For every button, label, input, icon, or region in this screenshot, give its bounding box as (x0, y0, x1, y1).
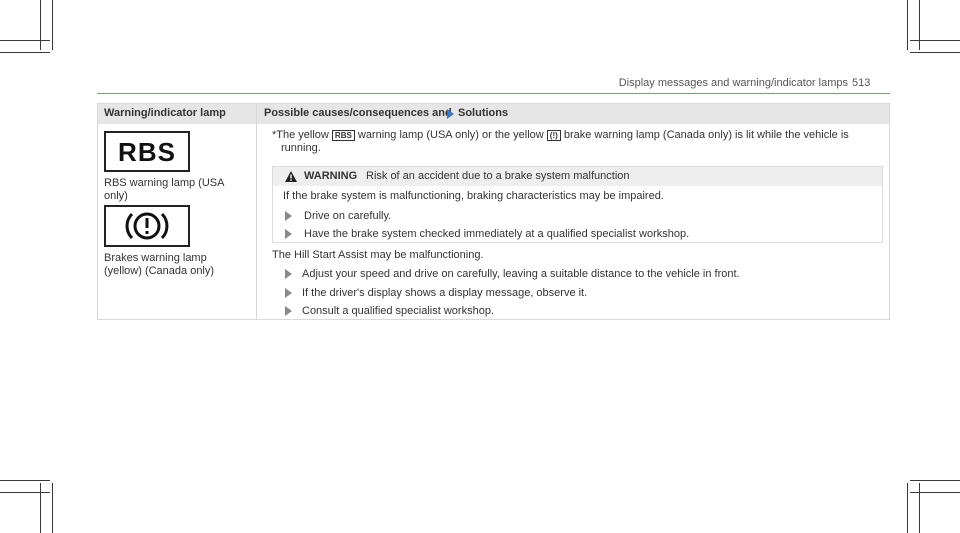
rbs-lamp-icon (104, 131, 190, 172)
warning-triangle-icon (285, 171, 297, 182)
step-arrow-icon (285, 288, 292, 298)
rbs-lamp-glyph: RBS (118, 137, 176, 167)
warning-lamp-table (97, 103, 890, 320)
crop-mark (0, 40, 50, 41)
col-header-solutions: Solutions (458, 107, 509, 119)
crop-mark (52, 0, 53, 50)
warning-box (272, 166, 883, 243)
warning-subtitle: Risk of an accident due to a brake system malfunction (366, 170, 630, 182)
brake-lamp-icon (104, 205, 190, 247)
intro-line-2: running. (281, 142, 321, 154)
header-rule (97, 93, 890, 94)
intro-text-b: warning lamp (USA only) or the yellow (357, 129, 544, 141)
rbs-inline-icon: RBS (332, 130, 355, 141)
crop-mark (52, 483, 53, 533)
intro-text-a: *The yellow (272, 129, 329, 141)
warning-step: Have the brake system checked immediately at a qualified specialist workshop. (304, 228, 690, 240)
warning-step: Drive on carefully. (304, 210, 392, 222)
table-header-row (98, 104, 889, 124)
col-header-lamp: Warning/indicator lamp (104, 107, 226, 119)
brake-lamp-label: Brakes warning lamp (yellow) (Canada only) (104, 252, 215, 277)
crop-mark (910, 52, 960, 53)
crop-mark (907, 483, 908, 533)
intro-line-1 (272, 129, 849, 142)
crop-mark (910, 480, 960, 481)
warning-title: WARNING (304, 170, 358, 182)
step-arrow-icon (285, 269, 292, 279)
crop-mark (40, 483, 41, 533)
warning-body: If the brake system is malfunctioning, braking characteristics may be impaired. (283, 190, 664, 202)
step-arrow-icon (285, 211, 292, 221)
solution-step: If the driver's display shows a display message, observe it. (302, 287, 588, 299)
crop-mark (0, 492, 50, 493)
step-arrow-icon (285, 306, 292, 316)
hill-start-text: The Hill Start Assist may be malfunctioning. (272, 249, 484, 261)
crop-mark (919, 483, 920, 533)
rbs-lamp-label: RBS warning lamp (USA only) (104, 177, 224, 202)
column-divider (256, 104, 257, 319)
page-number: 513 (852, 77, 871, 89)
crop-mark (919, 0, 920, 50)
col-header-causes: Possible causes/consequences and (264, 107, 452, 119)
crop-mark (910, 492, 960, 493)
crop-mark (40, 0, 41, 50)
solution-step: Consult a qualified specialist workshop. (302, 305, 494, 317)
intro-text-c: brake warning lamp (Canada only) is lit while the vehicle is (563, 129, 849, 141)
crop-mark (0, 52, 50, 53)
running-header-title: Display messages and warning/indicator lamps (618, 77, 848, 89)
brake-inline-icon: (!) (547, 130, 561, 141)
crop-mark (910, 40, 960, 41)
solution-step: Adjust your speed and drive on carefully, leaving a suitable distance to the vehicle in front. (302, 268, 740, 280)
solution-arrow-icon (447, 109, 454, 119)
crop-mark (0, 480, 50, 481)
step-arrow-icon (285, 229, 292, 239)
brake-warning-icon (106, 207, 188, 245)
crop-mark (907, 0, 908, 50)
